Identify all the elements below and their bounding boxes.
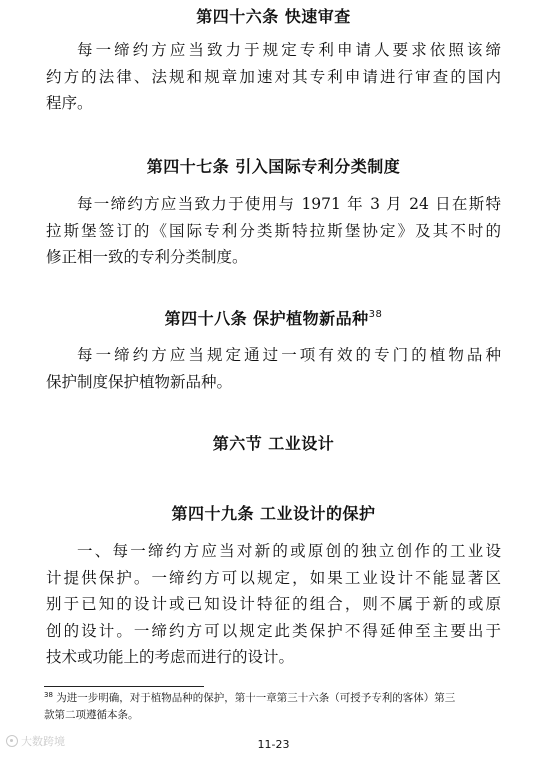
article-46-paragraph: [46, 37, 501, 117]
paragraph-line: 保护制度保护植物新品种。: [46, 372, 233, 391]
watermark-text: 大数跨境: [21, 735, 65, 748]
paragraph-line: 每一缔约方应当规定通过一项有效的专门的植物品种: [77, 346, 501, 364]
paragraph-line: 每一缔约方应当致力于使用与 1971 年 3 月 24 日在斯特: [77, 195, 501, 213]
paragraph-line: 每一缔约方应当致力于规定专利申请人要求依照该缔: [77, 41, 501, 59]
section-6-heading: 第六节 工业设计: [212, 434, 335, 453]
footnote-text: 为进一步明确，对于植物品种的保护，第十一章第三十六条（可授予专利的客体）第三: [52, 692, 456, 704]
article-49-heading: 第四十九条 工业设计的保护: [171, 504, 376, 523]
paragraph-line: 创的设计。一缔约方可以规定此类保护不得延伸至主要出于: [46, 621, 501, 640]
article-48-heading-text: 第四十八条 保护植物新品种: [164, 309, 369, 328]
article-47-heading: 第四十七条 引入国际专利分类制度: [146, 157, 401, 176]
paragraph-line: 计提供保护。一缔约方可以规定，如果工业设计不能显著区: [46, 568, 501, 587]
footnote-reference: 38: [368, 309, 383, 320]
page-number: 11-23: [257, 738, 290, 751]
paragraph-line: 别于已知的设计或已知设计特征的组合，则不属于新的或原: [46, 595, 501, 613]
paragraph-line: 技术或功能上的考虑而进行的设计。: [46, 648, 295, 666]
article-48-heading: [0, 309, 547, 329]
article-47-paragraph: [46, 191, 501, 271]
article-49-paragraph: [46, 538, 501, 671]
paragraph-line: 程序。: [46, 94, 93, 112]
footnote: [44, 690, 504, 724]
article-46-heading: 第四十六条 快速审查: [196, 7, 351, 26]
footnote-divider: [44, 686, 204, 687]
article-48-paragraph: [46, 342, 501, 395]
paragraph-line: 一、每一缔约方应当对新的或原创的独立创作的工业设: [77, 542, 501, 560]
paragraph-line: 修正相一致的专利分类制度。: [46, 248, 248, 266]
paragraph-line: 约方的法律、法规和规章加速对其专利申请进行审查的国内: [46, 67, 501, 86]
paragraph-line: 拉斯堡签订的《国际专利分类斯特拉斯堡协定》及其不时的: [46, 221, 501, 240]
footnote-line: [44, 690, 504, 707]
footnote-number: 38: [44, 691, 53, 699]
footnote-line: 款第二项遵循本条。: [44, 709, 139, 721]
